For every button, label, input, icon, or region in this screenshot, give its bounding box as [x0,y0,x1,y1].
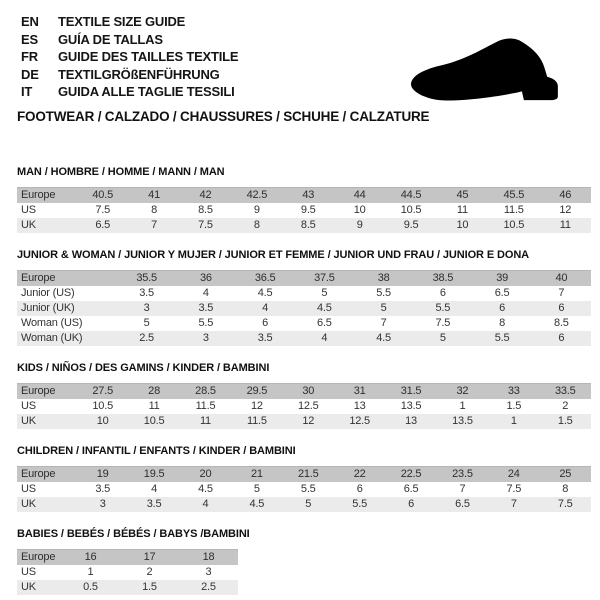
table-row [17,383,591,399]
size-cell: 35.5 [117,270,176,286]
size-cell: 6 [473,301,532,316]
size-cell: 3.5 [176,301,235,316]
table-row [17,187,591,203]
size-cell: 6.5 [403,482,419,495]
section-man [17,166,600,233]
section-junior-woman [17,249,600,346]
size-cell: 12.5 [297,399,319,412]
size-cell: 4.5 [295,301,354,316]
lang-label: GUIDE DES TAILLES TEXTILE [58,49,239,64]
size-cell: 3 [117,301,176,316]
size-cell: 10.5 [400,203,422,216]
table-title-junior-woman: JUNIOR & WOMAN / JUNIOR Y MUJER / JUNIOR ET FEMME / JUNIOR UND FRAU / JUNIOR E DONA [17,248,530,261]
size-cell: 4 [202,286,209,299]
size-cell: 29.5 [231,383,282,399]
size-cell: 1 [87,565,94,578]
size-cell: 19 [77,466,128,482]
size-cell: 3.5 [128,497,179,512]
size-cell: 3 [176,331,235,346]
size-cell: 7.5 [95,203,111,216]
size-cell: 5.5 [198,316,214,329]
size-cell: 12 [250,399,263,412]
size-cell: 36 [176,270,235,286]
row-label: Europe [17,270,117,286]
size-cell: 18 [179,549,238,565]
size-cell: 7 [459,482,466,495]
size-cell: 1.5 [120,580,179,595]
size-cell: 27.5 [77,383,128,399]
size-cell: 7 [488,497,539,512]
size-cell: 10 [77,414,128,429]
size-cell: 2 [562,399,569,412]
size-cell: 1 [488,414,539,429]
table-row [17,482,591,497]
table-row [17,549,238,565]
size-cell: 2.5 [179,580,238,595]
size-cell: 10.5 [128,414,179,429]
table-row [17,399,591,414]
size-cell: 5.5 [413,301,472,316]
size-table-kids [17,383,591,429]
size-cell: 8 [151,203,158,216]
size-cell: 6 [385,497,436,512]
size-cell: 6 [439,286,446,299]
size-cell: 8 [231,218,282,233]
size-cell: 21.5 [283,466,334,482]
lang-row-en [21,13,600,31]
size-cell: 12.5 [334,414,385,429]
size-cell: 40 [532,270,591,286]
size-cell: 10 [437,218,488,233]
size-cell: 23.5 [437,466,488,482]
size-cell: 7.5 [435,316,451,329]
size-cell: 24 [488,466,539,482]
size-cell: 44 [334,187,385,203]
size-cell: 12 [559,203,572,216]
size-cell: 42.5 [231,187,282,203]
size-cell: 39 [473,270,532,286]
row-label: Europe [17,187,77,203]
row-label: US [21,482,36,495]
size-cell: 4.5 [231,497,282,512]
lang-code: FR [21,49,38,64]
lang-code: IT [21,84,33,99]
row-label: UK [17,580,61,595]
size-cell: 3 [205,565,212,578]
size-cell: 41 [128,187,179,203]
row-label: US [21,203,36,216]
size-cell: 6.5 [317,316,332,329]
size-cell: 44.5 [385,187,436,203]
size-cell: 10.5 [92,399,113,412]
size-cell: 30 [283,383,334,399]
table-row [17,414,591,429]
size-cell: 11 [540,218,591,233]
size-cell: 4 [180,497,231,512]
size-cell: 7.5 [180,218,231,233]
size-cell: 9 [334,218,385,233]
size-cell: 12 [283,414,334,429]
size-cell: 31.5 [385,383,436,399]
table-title-children: CHILDREN / INFANTIL / ENFANTS / KINDER / BAMBINI [17,444,296,457]
size-cell: 46 [540,187,591,203]
size-cell: 5 [283,497,334,512]
size-cell: 28 [128,383,179,399]
row-label: Junior (US) [21,286,75,299]
section-babies [17,528,600,595]
size-cell: 11.5 [503,203,524,216]
size-cell: 0.5 [61,580,120,595]
lang-code: EN [21,14,39,29]
size-cell: 7.5 [540,497,591,512]
size-cell: 13.5 [400,399,422,412]
size-cell: 43 [283,187,334,203]
size-cell: 7 [380,316,387,329]
size-cell: 7 [128,218,179,233]
size-cell: 8 [499,316,506,329]
size-cell: 22.5 [385,466,436,482]
lang-code: DE [21,66,39,82]
table-row [17,497,591,512]
size-cell: 8.5 [283,218,334,233]
row-label: UK [17,218,77,233]
row-label: Europe [17,383,77,399]
row-label: US [21,565,36,578]
row-label: Junior (UK) [17,301,117,316]
size-tables [17,166,600,595]
lang-label: TEXTILGRÖßENFÜHRUNG [58,66,220,82]
size-cell: 38 [354,270,413,286]
size-cell: 6.5 [77,218,128,233]
size-cell: 19.5 [128,466,179,482]
size-cell: 5 [354,301,413,316]
table-row [17,316,591,331]
header [0,0,600,124]
size-table-babies [17,549,238,595]
shoe-icon [398,36,573,104]
row-label: UK [17,497,77,512]
size-table-junior-woman [17,270,591,346]
size-cell: 42 [180,187,231,203]
size-cell: 38.5 [413,270,472,286]
size-cell: 17 [120,549,179,565]
size-cell: 40.5 [77,187,128,203]
size-cell: 4 [295,331,354,346]
size-cell: 37.5 [295,270,354,286]
size-cell: 5.5 [376,286,391,299]
row-label: Woman (US) [21,316,83,329]
size-cell: 25 [540,466,591,482]
size-cell: 5 [253,482,260,495]
size-cell: 4.5 [354,331,413,346]
row-label: Europe [17,549,61,565]
size-cell: 31 [334,383,385,399]
size-cell: 1.5 [540,414,591,429]
size-cell: 11.5 [231,414,282,429]
row-label: Europe [17,466,77,482]
lang-label: GUIDA ALLE TAGLIE TESSILI [58,84,235,99]
table-row [17,286,591,301]
size-cell: 4 [151,482,158,495]
size-cell: 10.5 [488,218,539,233]
size-cell: 5.5 [334,497,385,512]
size-cell: 33.5 [540,383,591,399]
size-cell: 13.5 [437,414,488,429]
section-kids [17,362,600,429]
size-cell: 13 [385,414,436,429]
size-cell: 3.5 [95,482,111,495]
table-title-kids: KIDS / NIÑOS / DES GAMINS / KINDER / BAMBINI [17,361,270,374]
size-cell: 3.5 [236,331,295,346]
size-cell: 6 [532,331,591,346]
size-cell: 6.5 [494,286,510,299]
table-row [17,203,591,218]
table-row [17,580,238,595]
table-row [17,466,591,482]
size-cell: 2 [146,565,153,578]
size-cell: 9.5 [385,218,436,233]
size-cell: 11 [180,414,231,429]
size-cell: 13 [353,399,366,412]
size-table-children [17,466,591,512]
size-table-man [17,187,591,233]
size-cell: 6.5 [437,497,488,512]
size-cell: 7.5 [506,482,522,495]
size-cell: 6 [356,482,363,495]
row-label: Woman (UK) [17,331,117,346]
size-cell: 5 [143,316,150,329]
size-cell: 36.5 [236,270,295,286]
size-cell: 1.5 [506,399,522,412]
size-cell: 4.5 [198,482,213,495]
table-row [17,565,238,580]
size-cell: 32 [437,383,488,399]
table-row [17,301,591,316]
size-cell: 45 [437,187,488,203]
size-cell: 4 [236,301,295,316]
size-cell: 2.5 [117,331,176,346]
size-cell: 21 [231,466,282,482]
size-cell: 7 [558,286,565,299]
section-children [17,445,600,512]
lang-label: GUÍA DE TALLAS [58,31,163,47]
size-cell: 6 [262,316,269,329]
size-cell: 11.5 [195,399,216,412]
size-cell: 10 [353,203,366,216]
table-row [17,331,591,346]
size-cell: 9.5 [300,203,316,216]
size-cell: 8.5 [554,316,569,329]
size-cell: 4.5 [257,286,273,299]
size-cell: 45.5 [488,187,539,203]
size-cell: 22 [334,466,385,482]
table-title-babies: BABIES / BEBÉS / BÉBÉS / BABYS /BAMBINI [17,527,250,540]
size-cell: 1 [459,399,466,412]
size-cell: 5 [321,286,328,299]
size-cell: 3 [77,497,128,512]
table-row [17,218,591,233]
size-cell: 16 [61,549,120,565]
table-title-man: MAN / HOMBRE / HOMME / MANN / MAN [17,165,225,178]
size-cell: 28.5 [180,383,231,399]
row-label: UK [17,414,77,429]
size-cell: 6 [532,301,591,316]
lang-label: TEXTILE SIZE GUIDE [58,14,186,29]
size-cell: 5.5 [300,482,316,495]
size-cell: 8 [562,482,569,495]
size-cell: 5 [413,331,472,346]
size-cell: 20 [180,466,231,482]
table-row [17,270,591,286]
size-cell: 11 [148,399,160,412]
size-cell: 9 [253,203,260,216]
size-cell: 5.5 [473,331,532,346]
category-title: FOOTWEAR / CALZADO / CHAUSSURES / SCHUHE / CALZATURE [17,108,430,124]
size-cell: 33 [488,383,539,399]
row-label: US [21,399,36,412]
lang-code: ES [21,31,38,47]
size-cell: 11 [456,203,468,216]
size-cell: 8.5 [198,203,213,216]
size-cell: 3.5 [139,286,154,299]
